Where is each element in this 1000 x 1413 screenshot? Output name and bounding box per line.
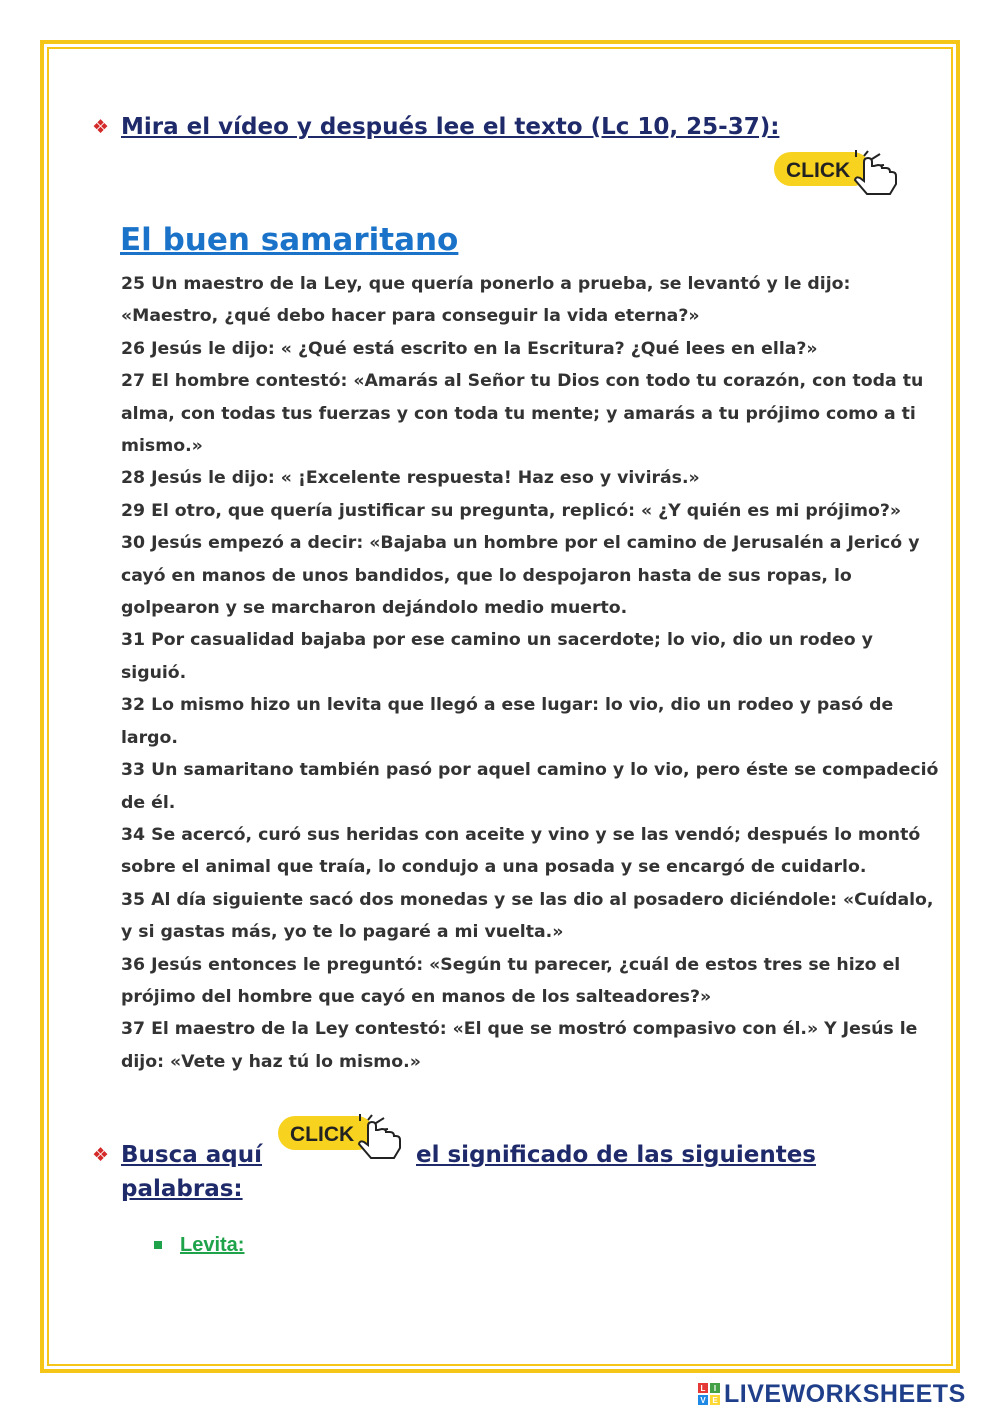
click-label: CLICK [786,159,851,182]
svg-text:V: V [700,1396,706,1405]
verse-36: 36 Jesús entonces le preguntó: «Según tu parecer, ¿cuál de estos tres se hizo el prójimo del hombre que cayó en manos de los salteadores?» [121,954,901,1007]
verse-33: 33 Un samaritano también pasó por aquel camino y lo vio, pero éste se compadeció de él. [121,760,939,813]
verse-35: 35 Al día siguiente sacó dos monedas y se las dio al posadero diciéndole: «Cuídalo, y si gastas más, yo te lo pagaré a mi vuelta.» [121,889,934,943]
diamond-bullet-icon: ❖ [92,116,110,138]
vocab-item-levita: Levita: [180,1234,245,1256]
verse-28: 28 Jesús le dijo: « ¡Excelente respuesta! Haz eso y vivirás.» [121,468,700,489]
verse-32: 32 Lo mismo hizo un levita que llegó a ese lugar: lo vio, dio un rodeo y pasó de largo. [121,695,894,748]
section2-heading-part1: Busca aquí [121,1142,262,1168]
verse-25: 25 Un maestro de la Ley, que quería ponerlo a prueba, se levantó y le dijo: «Maestro, ¿qué debo hacer para conseguir la vida eterna?» [121,274,851,327]
liveworksheets-brand [698,1380,966,1408]
liveworksheets-logo-icon [698,1383,720,1405]
section2-heading-part3: palabras: [121,1176,243,1202]
verse-37: 37 El maestro de la Ley contestó: «El que se mostró compasivo con él.» Y Jesús le dijo: «Vete y haz tú lo mismo.» [121,1019,918,1072]
diamond-bullet-icon: ❖ [92,1144,110,1166]
click-label: CLICK [290,1123,355,1146]
section1-heading: Mira el vídeo y después lee el texto (Lc 10, 25-37): [121,114,780,140]
reading-title: El buen samaritano [120,222,459,258]
verse-34: 34 Se acercó, curó sus heridas con aceite y vino y se las vendó; después lo montó sobre el animal que traía, lo condujo a una posada y se encargó de cuidarlo. [121,824,921,878]
verse-31: 31 Por casualidad bajaba por ese camino un sacerdote; lo vio, dio un rodeo y siguió. [121,630,873,683]
verse-30: 30 Jesús empezó a decir: «Bajaba un hombre por el camino de Jerusalén a Jericó y cayó en manos de unos bandidos, que lo despojaron hasta de sus ropas, lo golpearon y se marcharon dejándolo medio muerto. [121,533,920,619]
click-dictionary-button[interactable] [276,1112,416,1164]
reading-body [121,268,941,1078]
square-bullet-icon [154,1241,162,1249]
verse-29: 29 El otro, que quería justificar su pregunta, replicó: « ¿Y quién es mi prójimo?» [121,500,902,521]
svg-text:L: L [700,1384,706,1393]
brand-name: LIVEWORKSHEETS [724,1380,966,1408]
verse-26: 26 Jesús le dijo: « ¿Qué está escrito en la Escritura? ¿Qué lees en ella?» [121,338,818,359]
verse-27: 27 El hombre contestó: «Amarás al Señor tu Dios con todo tu corazón, con toda tu alma, con todas tus fuerzas y con toda tu mente; y amarás a tu prójimo como a ti mismo.» [121,371,924,457]
svg-text:E: E [712,1396,718,1405]
section2-heading-part2: el significado de las siguientes [416,1142,816,1168]
svg-text:I: I [713,1384,717,1393]
click-video-button[interactable] [772,148,912,200]
